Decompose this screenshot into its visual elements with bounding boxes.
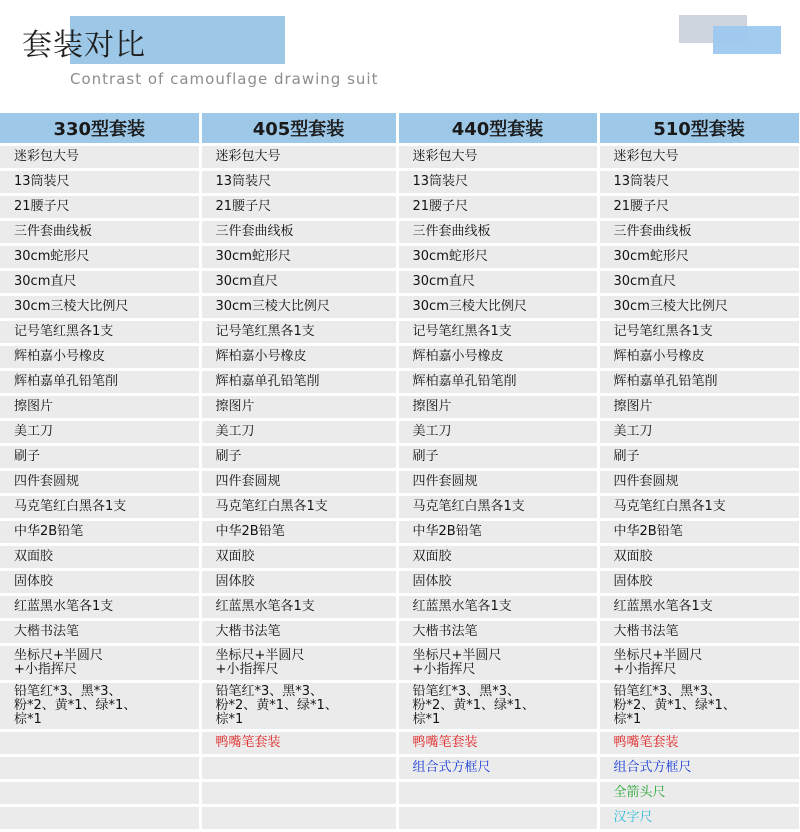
table-cell: 三件套曲线板 [397,220,598,245]
table-cell: 四件套圆规 [0,470,200,495]
column-header-440: 440型套装 [397,113,598,145]
table-cell: 美工刀 [397,420,598,445]
table-cell: 马克笔红白黑各1支 [397,495,598,520]
table-row [0,270,800,295]
table-cell: 辉柏嘉单孔铅笔削 [0,370,200,395]
table-cell: 三件套曲线板 [0,220,200,245]
table-body [0,145,800,831]
table-cell: 擦图片 [0,395,200,420]
table-cell: 30cm直尺 [598,270,800,295]
table-cell: 迷彩包大号 [397,145,598,170]
table-cell: 30cm直尺 [0,270,200,295]
column-header-510: 510型套装 [598,113,800,145]
table-cell: 坐标尺+半圆尺 +小指挥尺 [598,645,800,682]
table-row [0,395,800,420]
table-cell: 组合式方框尺 [598,756,800,781]
table-header-row [0,113,800,145]
table-cell: 四件套圆规 [397,470,598,495]
table-cell: 30cm蛇形尺 [598,245,800,270]
table-cell: 辉柏嘉单孔铅笔削 [397,370,598,395]
table-cell [0,756,200,781]
table-cell: 双面胶 [598,545,800,570]
table-row [0,195,800,220]
table-cell: 记号笔红黑各1支 [0,320,200,345]
table-cell: 美工刀 [200,420,397,445]
table-row [0,420,800,445]
table-cell: 马克笔红白黑各1支 [0,495,200,520]
table-cell: 30cm直尺 [397,270,598,295]
column-header-405: 405型套装 [200,113,397,145]
table-row [0,245,800,270]
table-cell: 红蓝黑水笔各1支 [598,595,800,620]
table-cell: 汉字尺 [598,806,800,831]
table-cell: 固体胶 [200,570,397,595]
table-cell: 21腰子尺 [598,195,800,220]
table-cell: 30cm三棱大比例尺 [598,295,800,320]
table-cell: 记号笔红黑各1支 [598,320,800,345]
table-cell: 中华2B铅笔 [397,520,598,545]
table-cell: 30cm三棱大比例尺 [397,295,598,320]
table-cell: 30cm蛇形尺 [397,245,598,270]
table-cell: 红蓝黑水笔各1支 [0,595,200,620]
table-cell: 辉柏嘉单孔铅笔削 [200,370,397,395]
table-cell: 坐标尺+半圆尺 +小指挥尺 [0,645,200,682]
table-cell: 大楷书法笔 [598,620,800,645]
comparison-table [0,113,800,832]
table-row [0,756,800,781]
table-row [0,781,800,806]
table-cell: 四件套圆规 [200,470,397,495]
table-cell: 30cm三棱大比例尺 [200,295,397,320]
decorative-block-blue [713,26,781,54]
table-cell: 辉柏嘉小号橡皮 [200,345,397,370]
page-subtitle: Contrast of camouflage drawing suit [70,70,379,88]
table-cell: 铅笔红*3、黑*3、 粉*2、黄*1、绿*1、 棕*1 [200,682,397,731]
table-cell: 刷子 [0,445,200,470]
table-row [0,595,800,620]
table-row [0,545,800,570]
table-cell: 全箭头尺 [598,781,800,806]
table-row [0,570,800,595]
table-cell: 马克笔红白黑各1支 [200,495,397,520]
table-cell: 迷彩包大号 [0,145,200,170]
table-cell: 13筒装尺 [598,170,800,195]
table-cell: 记号笔红黑各1支 [200,320,397,345]
table-cell: 双面胶 [0,545,200,570]
table-cell [397,781,598,806]
table-cell: 大楷书法笔 [397,620,598,645]
table-row [0,470,800,495]
table-cell: 13筒装尺 [0,170,200,195]
table-cell: 刷子 [397,445,598,470]
table-cell: 30cm三棱大比例尺 [0,295,200,320]
table-cell: 擦图片 [397,395,598,420]
table-cell: 三件套曲线板 [200,220,397,245]
table-cell: 四件套圆规 [598,470,800,495]
table-cell: 鸭嘴笔套装 [598,731,800,756]
table-row [0,731,800,756]
table-row [0,495,800,520]
table-cell: 擦图片 [598,395,800,420]
table-cell: 迷彩包大号 [200,145,397,170]
table-cell: 中华2B铅笔 [598,520,800,545]
table-cell: 坐标尺+半圆尺 +小指挥尺 [397,645,598,682]
table-row [0,220,800,245]
table-cell: 13筒装尺 [397,170,598,195]
table-row [0,170,800,195]
table-cell: 双面胶 [397,545,598,570]
table-cell: 坐标尺+半圆尺 +小指挥尺 [200,645,397,682]
table-cell: 中华2B铅笔 [0,520,200,545]
table-cell: 红蓝黑水笔各1支 [200,595,397,620]
table-cell [200,781,397,806]
table-cell: 鸭嘴笔套装 [397,731,598,756]
table-cell: 大楷书法笔 [0,620,200,645]
table-cell: 30cm蛇形尺 [0,245,200,270]
table-cell: 迷彩包大号 [598,145,800,170]
table-cell: 记号笔红黑各1支 [397,320,598,345]
table-row [0,370,800,395]
table-cell: 刷子 [598,445,800,470]
page-title: 套装对比 [22,28,146,63]
table-cell: 辉柏嘉小号橡皮 [0,345,200,370]
table-cell: 固体胶 [0,570,200,595]
table-cell: 大楷书法笔 [200,620,397,645]
table-row [0,445,800,470]
table-cell: 21腰子尺 [0,195,200,220]
table-cell [0,781,200,806]
table-cell: 组合式方框尺 [397,756,598,781]
table-row [0,320,800,345]
table-cell [0,731,200,756]
table-cell: 辉柏嘉单孔铅笔削 [598,370,800,395]
table-cell: 21腰子尺 [397,195,598,220]
table-cell: 30cm直尺 [200,270,397,295]
table-cell: 铅笔红*3、黑*3、 粉*2、黄*1、绿*1、 棕*1 [598,682,800,731]
table-cell [200,756,397,781]
table-row [0,295,800,320]
table-cell: 辉柏嘉小号橡皮 [598,345,800,370]
table-row [0,345,800,370]
table-cell: 固体胶 [598,570,800,595]
table-cell [0,806,200,831]
table-cell: 鸭嘴笔套装 [200,731,397,756]
table-row [0,620,800,645]
table-cell: 铅笔红*3、黑*3、 粉*2、黄*1、绿*1、 棕*1 [0,682,200,731]
table-cell: 红蓝黑水笔各1支 [397,595,598,620]
table-cell [397,806,598,831]
table-cell: 21腰子尺 [200,195,397,220]
table-cell: 辉柏嘉小号橡皮 [397,345,598,370]
column-header-330: 330型套装 [0,113,200,145]
table-cell: 擦图片 [200,395,397,420]
table-row [0,806,800,831]
comparison-table-container [0,113,800,832]
table-row [0,145,800,170]
table-cell: 中华2B铅笔 [200,520,397,545]
table-cell: 美工刀 [598,420,800,445]
table-cell: 13筒装尺 [200,170,397,195]
table-cell: 三件套曲线板 [598,220,800,245]
table-row [0,645,800,682]
table-cell: 刷子 [200,445,397,470]
table-cell: 美工刀 [0,420,200,445]
table-cell: 双面胶 [200,545,397,570]
table-cell: 30cm蛇形尺 [200,245,397,270]
table-row [0,520,800,545]
table-cell: 铅笔红*3、黑*3、 粉*2、黄*1、绿*1、 棕*1 [397,682,598,731]
table-row [0,682,800,731]
table-cell [200,806,397,831]
table-cell: 马克笔红白黑各1支 [598,495,800,520]
table-cell: 固体胶 [397,570,598,595]
